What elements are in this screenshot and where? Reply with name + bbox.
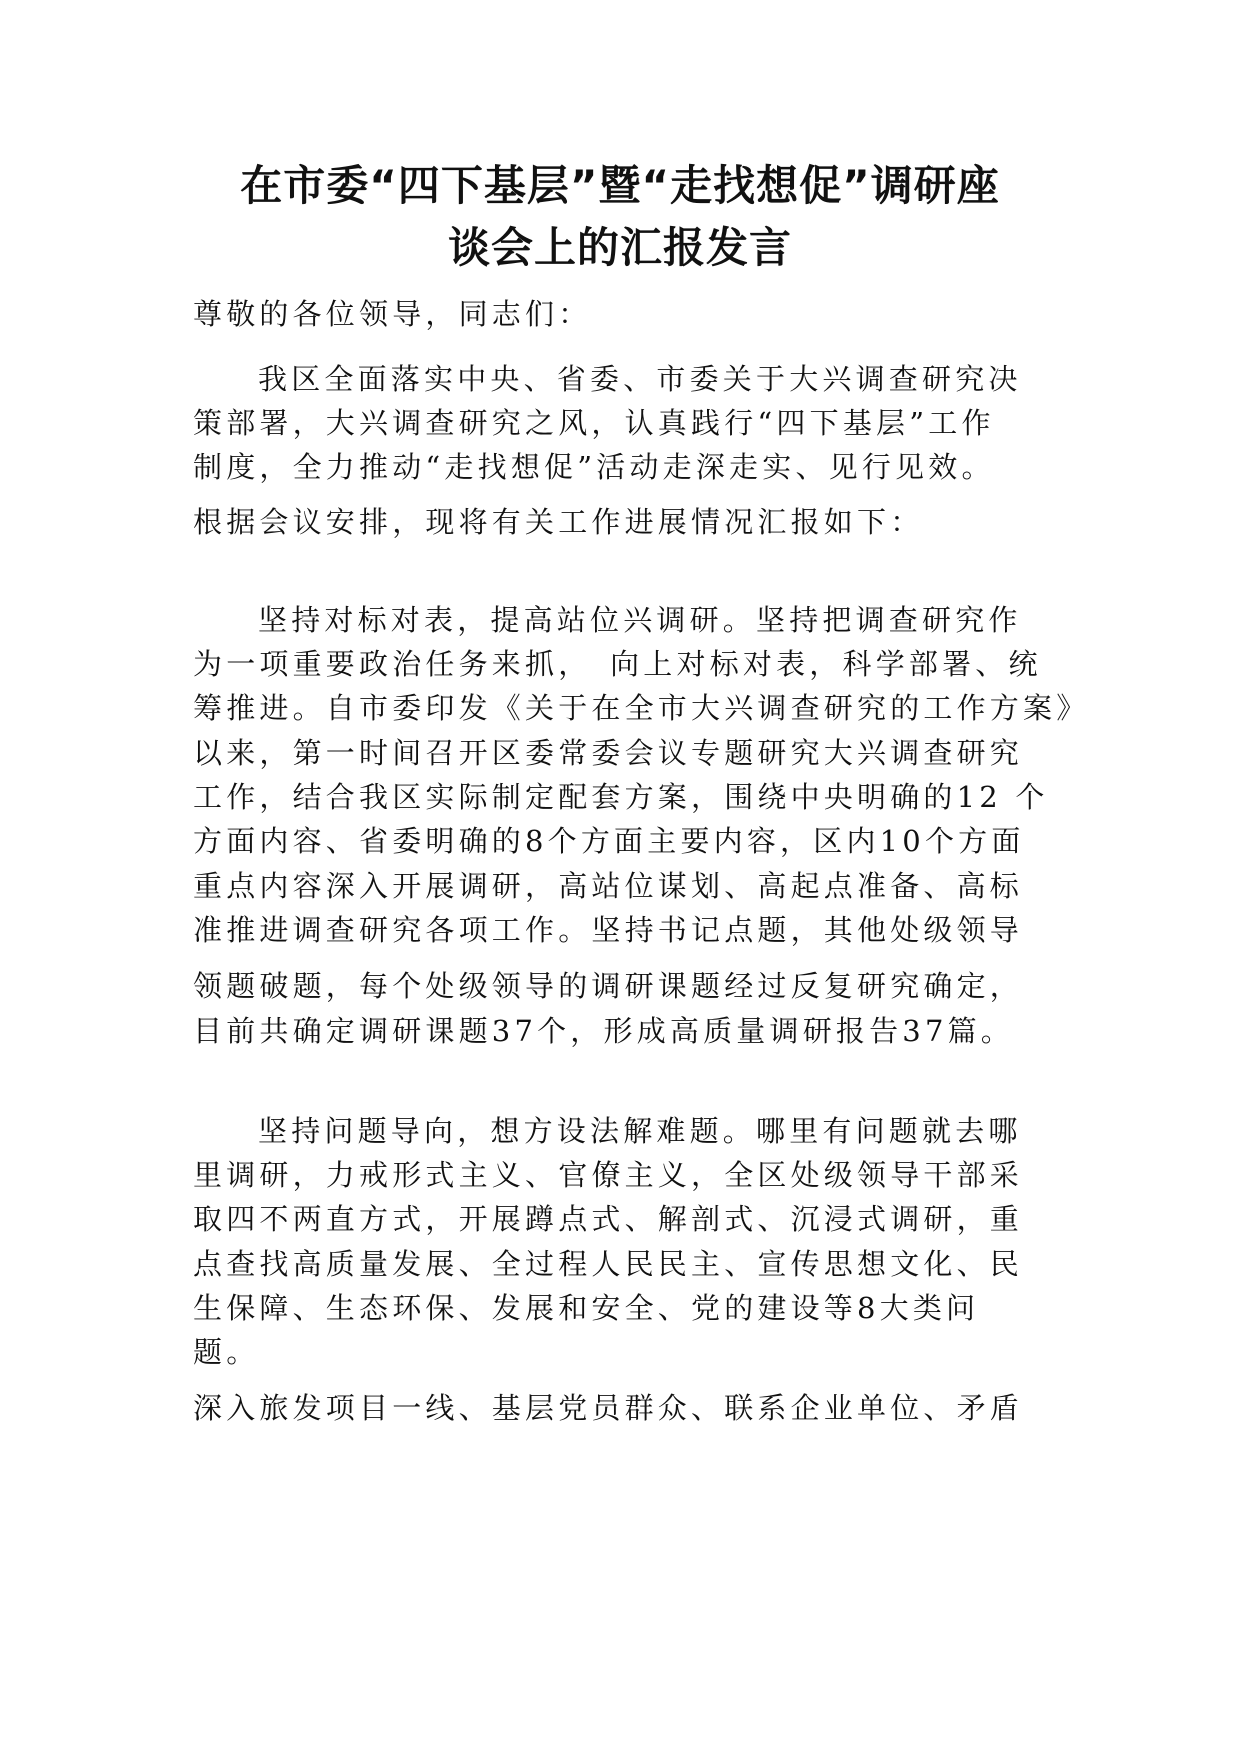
section-1-cont-line-1: 领题破题，每个处级领导的调研课题经过反复研究确定，	[193, 969, 1024, 1003]
paragraph-1-line-3: 制度，全力推动“走找想促”活动走深走实、见行见效。	[193, 450, 995, 484]
paragraph-1-line-1: 我区全面落实中央、省委、市委关于大兴调查研究决	[258, 362, 1022, 396]
section-2-cont-line-1: 深入旅发项目一线、基层党员群众、联系企业单位、矛盾	[193, 1391, 1024, 1425]
section-1-line-8: 准推进调查研究各项工作。坚持书记点题，其他处级领导	[193, 913, 1024, 947]
section-2-line-1: 坚持问题导向，想方设法解难题。哪里有问题就去哪	[258, 1114, 1022, 1148]
intro-line: 根据会议安排，现将有关工作进展情况汇报如下：	[193, 505, 924, 539]
document-title-line-1: 在市委“四下基层”暨“走找想促”调研座	[240, 161, 1000, 210]
section-2-line-2: 里调研，力戒形式主义、官僚主义，全区处级领导干部采	[193, 1158, 1024, 1192]
section-2-line-5: 生保障、生态环保、发展和安全、党的建设等8大类问	[193, 1291, 980, 1325]
section-1-line-7: 重点内容深入开展调研，高站位谋划、高起点准备、高标	[193, 869, 1024, 903]
section-1-line-3: 筹推进。自市委印发《关于在全市大兴调查研究的工作方案》	[193, 691, 1090, 725]
section-2-line-3: 取四不两直方式，开展蹲点式、解剖式、沉浸式调研，重	[193, 1202, 1024, 1236]
section-2-line-4: 点查找高质量发展、全过程人民民主、宣传思想文化、民	[193, 1247, 1024, 1281]
section-1-line-4: 以来，第一时间召开区委常委会议专题研究大兴调查研究	[193, 736, 1024, 770]
section-1-line-2: 为一项重要政治任务来抓， 向上对标对表，科学部署、统	[193, 647, 1042, 681]
paragraph-1-line-2: 策部署，大兴调查研究之风，认真践行“四下基层”工作	[193, 406, 995, 440]
section-1-cont-line-2: 目前共确定调研课题37个，形成高质量调研报告37篇。	[193, 1014, 1015, 1048]
section-1-line-5: 工作，结合我区实际制定配套方案，围绕中央明确的12 个	[193, 780, 1049, 814]
section-1-line-6: 方面内容、省委明确的8个方面主要内容，区内10个方面	[193, 824, 1025, 858]
section-1-line-1: 坚持对标对表，提高站位兴调研。坚持把调查研究作	[258, 603, 1022, 637]
salutation: 尊敬的各位领导，同志们：	[193, 297, 592, 331]
document-title-line-2: 谈会上的汇报发言	[447, 223, 792, 272]
section-2-line-6: 题。	[193, 1335, 260, 1369]
